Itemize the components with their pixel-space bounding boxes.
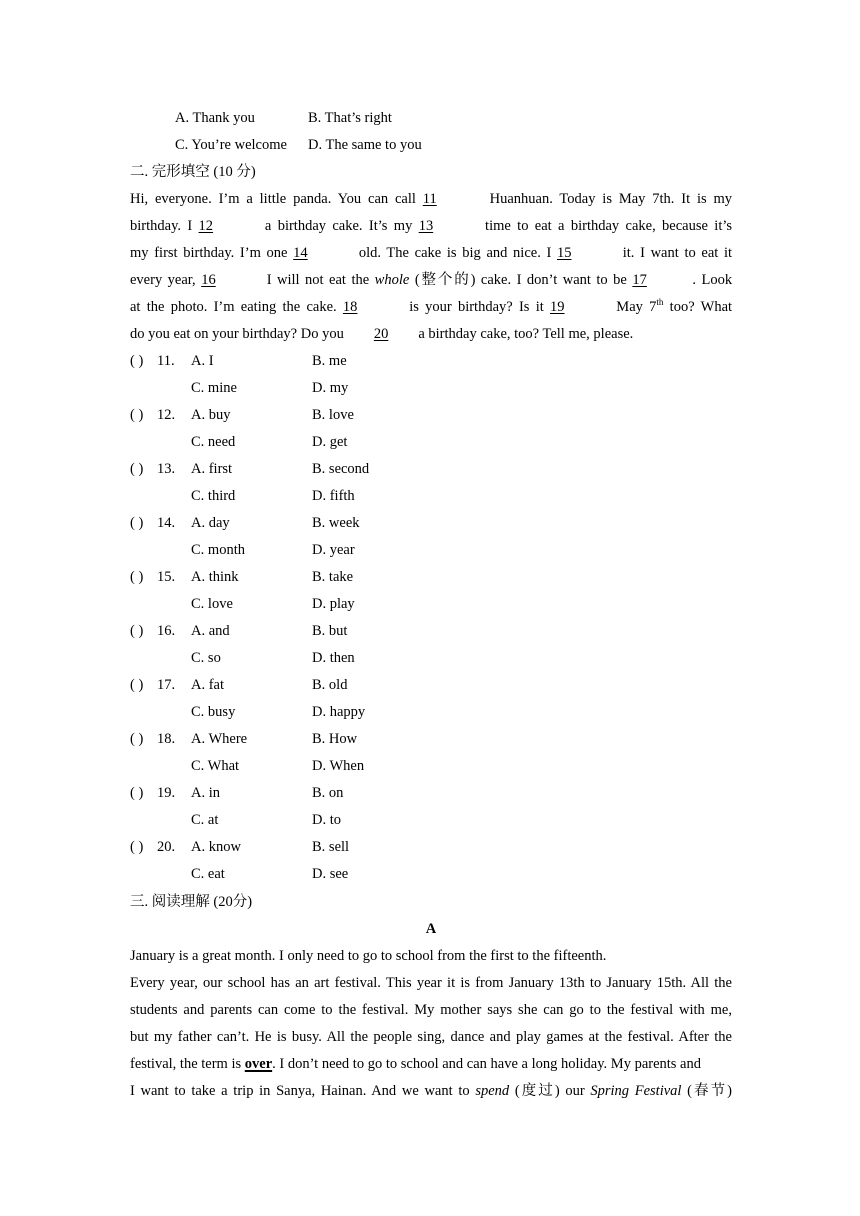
prev-option-b: B. That’s right: [308, 110, 392, 126]
cloze-text: old. The cake is big and nice. I: [358, 245, 552, 261]
answer-bracket: ( ): [130, 515, 144, 531]
answer-bracket: ( ): [130, 731, 144, 747]
reading-line-4: [130, 1054, 732, 1074]
cloze-line-2: [130, 216, 732, 236]
reading-text: (度过) our: [514, 1083, 585, 1099]
option-d: D. year: [312, 542, 355, 558]
answer-bracket: ( ): [130, 785, 144, 801]
option-b: B. me: [312, 353, 347, 369]
option-a: A. buy: [191, 407, 231, 423]
option-a: A. in: [191, 785, 220, 801]
option-c: C. need: [191, 434, 236, 450]
option-a: A. Where: [191, 731, 248, 747]
option-c: C. mine: [191, 380, 237, 396]
cloze-text: time to eat a birthday cake, because it’s: [485, 218, 733, 234]
cloze-text: too? What: [669, 299, 733, 315]
cloze-line-6: [130, 324, 732, 344]
option-a: A. and: [191, 623, 230, 639]
cloze-text: I will not eat the: [266, 272, 370, 288]
option-c: C. so: [191, 650, 221, 666]
underlined-word: over: [244, 1056, 273, 1072]
answer-bracket: ( ): [130, 839, 144, 855]
question-number: 13.: [157, 461, 176, 477]
blank-17: 17: [632, 272, 647, 288]
option-b: B. but: [312, 623, 348, 639]
option-d: D. my: [312, 380, 349, 396]
option-c: C. busy: [191, 704, 236, 720]
cloze-text: my first birthday. I’m one: [130, 245, 288, 261]
question-number: 14.: [157, 515, 176, 531]
cloze-text: it. I want to eat it: [622, 245, 733, 261]
blank-20: 20: [373, 326, 389, 342]
reading-text: (春节): [687, 1083, 732, 1099]
cloze-text: do you eat on your birthday? Do you: [130, 326, 344, 342]
prev-option-d: D. The same to you: [308, 137, 422, 153]
cloze-text: every year,: [130, 272, 196, 288]
cloze-line-1: [130, 189, 732, 209]
cloze-line-3: [130, 243, 732, 263]
blank-14: 14: [293, 245, 308, 261]
option-d: D. get: [312, 434, 348, 450]
option-a: A. I: [191, 353, 214, 369]
reading-italic: Spring Festival: [590, 1083, 682, 1099]
question-number: 19.: [157, 785, 176, 801]
answer-bracket: ( ): [130, 461, 144, 477]
reading-line-1: Every year, our school has an art festival. This year it is from January 13th to January 15th. All the: [130, 975, 732, 991]
question-number: 16.: [157, 623, 176, 639]
option-c: C. third: [191, 488, 236, 504]
answer-bracket: ( ): [130, 623, 144, 639]
question-number: 18.: [157, 731, 176, 747]
reading-line-3: but my father can’t. He is busy. All the people sing, dance and play games at the festival. After the: [130, 1029, 732, 1045]
option-d: D. then: [312, 650, 355, 666]
question-number: 11.: [157, 353, 175, 369]
option-d: D. When: [312, 758, 365, 774]
option-d: D. to: [312, 812, 341, 828]
cloze-text: a birthday cake. It’s my: [264, 218, 413, 234]
option-b: B. on: [312, 785, 344, 801]
answer-bracket: ( ): [130, 569, 144, 585]
option-b: B. take: [312, 569, 354, 585]
option-a: A. know: [191, 839, 241, 855]
reading-paragraph-1: January is a great month. I only need to go to school from the first to the fifteenth.: [130, 948, 607, 964]
blank-11: 11: [422, 191, 437, 207]
question-number: 15.: [157, 569, 176, 585]
cloze-text: Hi, everyone. I’m a little panda. You can call: [130, 191, 416, 207]
reading-line-2: students and parents can come to the festival. My mother says she can go to the festival with me,: [130, 1002, 732, 1018]
option-d: D. play: [312, 596, 355, 612]
option-b: B. sell: [312, 839, 350, 855]
reading-text: festival, the term is: [130, 1056, 242, 1072]
section-2-heading: 二. 完形填空 (10 分): [130, 164, 256, 180]
cloze-text: at the photo. I’m eating the cake.: [130, 299, 337, 315]
blank-15: 15: [557, 245, 572, 261]
option-a: A. first: [191, 461, 233, 477]
cloze-text: is your birthday? Is it: [409, 299, 544, 315]
passage-label: A: [425, 921, 437, 937]
option-a: A. day: [191, 515, 230, 531]
cloze-line-4: [130, 270, 732, 290]
blank-19: 19: [550, 299, 565, 315]
option-c: C. eat: [191, 866, 225, 882]
prev-option-c: C. You’re welcome: [175, 137, 287, 153]
option-c: C. love: [191, 596, 233, 612]
blank-12: 12: [198, 218, 214, 234]
option-b: B. second: [312, 461, 370, 477]
cloze-text: May 7: [616, 299, 657, 315]
reading-line-5: [130, 1081, 732, 1101]
question-number: 17.: [157, 677, 176, 693]
option-a: A. think: [191, 569, 239, 585]
reading-text: . I don’t need to go to school and can have a long holiday. My parents and: [272, 1056, 701, 1072]
cloze-superscript: th: [656, 297, 664, 308]
option-a: A. fat: [191, 677, 225, 693]
prev-option-a: A. Thank you: [175, 110, 255, 126]
reading-italic: spend: [475, 1083, 510, 1099]
answer-bracket: ( ): [130, 353, 144, 369]
option-d: D. see: [312, 866, 349, 882]
option-b: B. How: [312, 731, 358, 747]
option-d: D. fifth: [312, 488, 355, 504]
section-3-heading: 三. 阅读理解 (20分): [130, 894, 253, 910]
option-c: C. at: [191, 812, 219, 828]
question-number: 20.: [157, 839, 176, 855]
blank-13: 13: [418, 218, 434, 234]
cloze-text: (整个的) cake. I don’t want to be: [414, 272, 627, 288]
answer-bracket: ( ): [130, 407, 144, 423]
cloze-text: Huanhuan. Today is May 7th. It is my: [489, 191, 733, 207]
cloze-text: birthday. I: [130, 218, 193, 234]
option-b: B. week: [312, 515, 360, 531]
blank-16: 16: [201, 272, 216, 288]
option-d: D. happy: [312, 704, 366, 720]
cloze-line-5: [130, 297, 732, 317]
cloze-text: a birthday cake, too? Tell me, please.: [418, 326, 634, 342]
question-number: 12.: [157, 407, 176, 423]
answer-bracket: ( ): [130, 677, 144, 693]
option-c: C. month: [191, 542, 245, 558]
blank-18: 18: [342, 299, 358, 315]
cloze-text-italic: whole: [374, 272, 410, 288]
reading-text: I want to take a trip in Sanya, Hainan. And we want to: [130, 1083, 470, 1099]
option-b: B. old: [312, 677, 348, 693]
option-c: C. What: [191, 758, 240, 774]
cloze-text: . Look: [692, 272, 733, 288]
option-b: B. love: [312, 407, 354, 423]
